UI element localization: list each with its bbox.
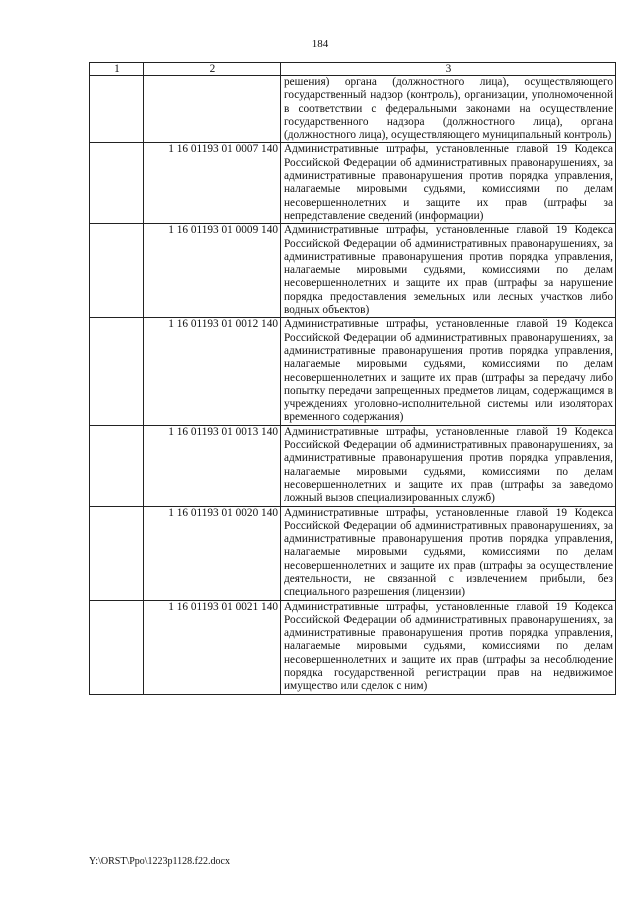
table-row (90, 318, 616, 425)
budget-code-cell: 1 16 01193 01 0012 140 (144, 318, 281, 425)
budget-code-cell (144, 76, 281, 143)
table-row (90, 76, 616, 143)
budget-classification-table (89, 62, 616, 695)
description-cell: Административные штрафы, установленные главой 19 Кодекса Российской Федерации об административных правонарушениях, за административные правонарушения против порядка управления, налагаемые мировыми судьями, комиссиями по делам несовершеннолетних и защите их прав (штрафы за нарушение порядка предоставления земельных или лесных участков либо водных объектов) (281, 224, 616, 318)
description-cell: Административные штрафы, установленные главой 19 Кодекса Российской Федерации об административных правонарушениях, за административные правонарушения против порядка управления, налагаемые мировыми судьями, комиссиями по делам несовершеннолетних и защите их прав (штрафы за заведомо ложный вызов специализированных служб) (281, 425, 616, 506)
description-cell: Административные штрафы, установленные главой 19 Кодекса Российской Федерации об административных правонарушениях, за административные правонарушения против порядка управления, налагаемые мировыми судьями, комиссиями по делам несовершеннолетних и защите их прав (штрафы за непредставление сведений (информации) (281, 143, 616, 224)
table-row (90, 506, 616, 600)
table-row (90, 143, 616, 224)
budget-code-cell: 1 16 01193 01 0013 140 (144, 425, 281, 506)
row-col1-cell (90, 318, 144, 425)
table-header (90, 63, 616, 76)
header-col-1: 1 (90, 63, 144, 76)
file-path-footer: Y:\ORST\Ppo\1223p1128.f22.docx (89, 856, 230, 867)
row-col1-cell (90, 506, 144, 600)
page-number: 184 (311, 38, 329, 50)
header-col-2: 2 (144, 63, 281, 76)
description-cell: решения) органа (должностного лица), осуществляющего государственный надзор (контроль), организации, уполномоченной в соответствии с федеральными законами на осуществление государственного надзора (должностного лица), органа (должностного лица), осуществляющего муниципальный контроль) (281, 76, 616, 143)
table-body (90, 76, 616, 695)
description-cell: Административные штрафы, установленные главой 19 Кодекса Российской Федерации об административных правонарушениях, за административные правонарушения против порядка управления, налагаемые мировыми судьями, комиссиями по делам несовершеннолетних и защите их прав (штрафы за несоблюдение порядка государственной регистрации прав на недвижимое имущество или сделок с ним) (281, 600, 616, 694)
budget-code-cell: 1 16 01193 01 0007 140 (144, 143, 281, 224)
header-col-3: 3 (281, 63, 616, 76)
budget-code-cell: 1 16 01193 01 0009 140 (144, 224, 281, 318)
row-col1-cell (90, 143, 144, 224)
budget-code-cell: 1 16 01193 01 0020 140 (144, 506, 281, 600)
description-cell: Административные штрафы, установленные главой 19 Кодекса Российской Федерации об административных правонарушениях, за административные правонарушения против порядка управления, налагаемые мировыми судьями, комиссиями по делам несовершеннолетних и защите их прав (штрафы за передачу либо попытку передачи запрещенных предметов лицам, содержащимся в учреждениях уголовно-исполнительной системы или изоляторах временного содержания) (281, 318, 616, 425)
description-cell: Административные штрафы, установленные главой 19 Кодекса Российской Федерации об административных правонарушениях, за административные правонарушения против порядка управления, налагаемые мировыми судьями, комиссиями по делам несовершеннолетних и защите их прав (штрафы за осуществление деятельности, не связанной с извлечением прибыли, без специального разрешения (лицензии) (281, 506, 616, 600)
table-row (90, 425, 616, 506)
row-col1-cell (90, 224, 144, 318)
row-col1-cell (90, 425, 144, 506)
budget-code-cell: 1 16 01193 01 0021 140 (144, 600, 281, 694)
row-col1-cell (90, 76, 144, 143)
header-row (90, 63, 616, 76)
table-row (90, 224, 616, 318)
row-col1-cell (90, 600, 144, 694)
table-row (90, 600, 616, 694)
